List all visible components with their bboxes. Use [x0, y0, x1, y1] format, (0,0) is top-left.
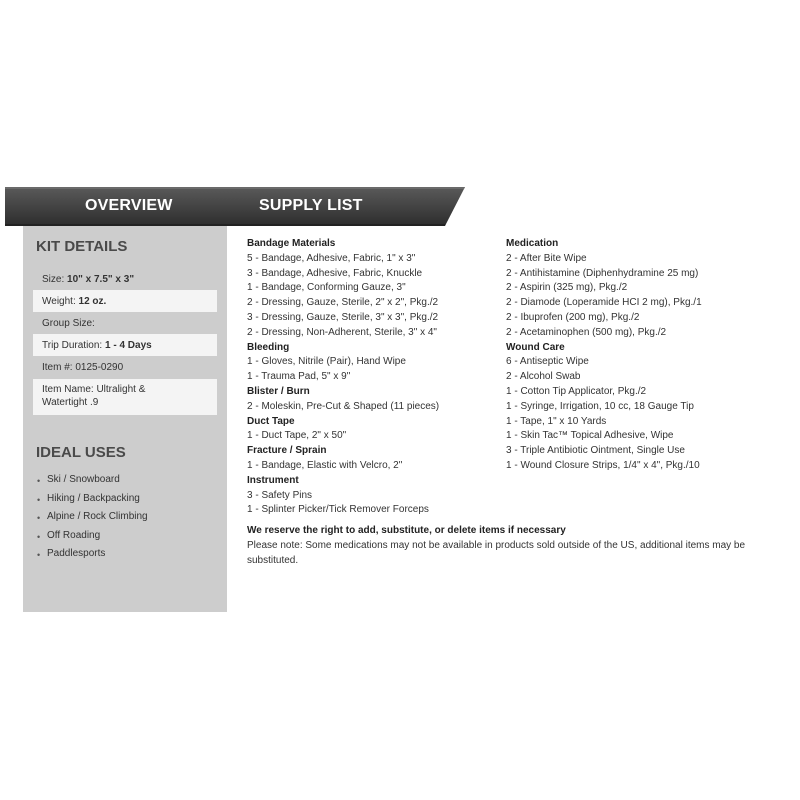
supply-section-heading: Duct Tape [247, 415, 295, 427]
supply-item: 1 - Duct Tape, 2" x 50" [247, 430, 347, 442]
supply-item: 2 - Alcohol Swab [506, 371, 581, 383]
supply-item: 2 - Dressing, Gauze, Sterile, 2" x 2", Pkg./2 [247, 297, 439, 309]
supply-item: 1 - Skin Tac™ Topical Adhesive, Wipe [506, 430, 674, 442]
supply-item: 1 - Tape, 1" x 10 Yards [506, 415, 607, 427]
ideal-uses-heading: IDEAL USES [36, 444, 126, 461]
supply-item: 3 - Dressing, Gauze, Sterile, 3" x 3", Pkg./2 [247, 311, 439, 323]
supply-list-column-1 [247, 237, 497, 518]
supply-item: 1 - Syringe, Irrigation, 10 cc, 18 Gauge Tip [506, 400, 694, 412]
supply-item: 2 - Acetaminophen (500 mg), Pkg./2 [506, 326, 667, 338]
kit-size-value: 10" x 7.5" x 3" [67, 273, 135, 285]
bullet-icon: • [37, 550, 41, 560]
kit-weight-label: Weight: [42, 295, 76, 307]
disclaimer-heading: We reserve the right to add, substitute, or delete items if necessary [247, 525, 566, 536]
kit-weight-row [33, 290, 217, 312]
ideal-use-item: • Ski / Snowboard [37, 474, 120, 486]
supply-item: 5 - Bandage, Adhesive, Fabric, 1" x 3" [247, 252, 416, 264]
ideal-use-item: • Hiking / Backpacking [37, 492, 140, 505]
ideal-use-item: • Alpine / Rock Climbing [37, 511, 148, 523]
kit-item-name-row [33, 379, 217, 415]
supply-item: 1 - Cotton Tip Applicator, Pkg./2 [506, 385, 647, 397]
ideal-uses-list [37, 473, 148, 566]
kit-size-label: Size: [42, 273, 65, 285]
kit-trip-duration-label: Trip Duration: [42, 339, 103, 351]
disclaimer [247, 523, 797, 568]
kit-group-size-label: Group Size: [42, 317, 95, 329]
supply-section-heading: Instrument [247, 474, 299, 486]
supply-list-column-2 [506, 237, 756, 474]
bullet-icon: • [37, 494, 41, 505]
supply-item: 3 - Triple Antibiotic Ointment, Single Use [506, 445, 685, 457]
supply-item: 6 - Antiseptic Wipe [506, 356, 589, 368]
kit-details-heading: KIT DETAILS [36, 238, 128, 255]
kit-item-name-line2: Watertight .9 [42, 397, 99, 408]
supply-item: 2 - Aspirin (325 mg), Pkg./2 [506, 282, 628, 294]
supply-item: 2 - Moleskin, Pre-Cut & Shaped (11 pieces) [247, 400, 440, 412]
supply-item: 2 - Dressing, Non-Adherent, Sterile, 3" x 4" [247, 326, 437, 338]
supply-section-heading: Wound Care [506, 341, 565, 353]
kit-item-number: Item #: 0125-0290 [42, 361, 124, 373]
bullet-icon: • [37, 531, 41, 542]
bullet-icon: • [37, 476, 41, 486]
supply-section-heading: Fracture / Sprain [247, 445, 327, 457]
supply-item: 1 - Bandage, Conforming Gauze, 3" [247, 282, 406, 294]
supply-section-heading: Blister / Burn [247, 385, 310, 397]
kit-size-row [33, 268, 217, 290]
supply-item: 2 - Diamode (Loperamide HCI 2 mg), Pkg./1 [506, 297, 702, 309]
kit-weight-value: 12 oz. [78, 295, 107, 307]
disclaimer-text: Please note: Some medications may not be available in products sold outside of the US, additional items may be substituted. [247, 540, 746, 566]
tab-overview[interactable]: OVERVIEW [85, 197, 173, 214]
kit-item-name-line1: Item Name: Ultralight & [42, 384, 146, 395]
supply-item: 2 - Antihistamine (Diphenhydramine 25 mg) [506, 267, 699, 279]
kit-item-number-row [33, 356, 217, 378]
supply-section-heading: Bleeding [247, 341, 290, 353]
kit-trip-duration-row [33, 334, 217, 356]
ideal-use-item: • Paddlesports [37, 548, 106, 560]
kit-details-sidebar [23, 226, 227, 612]
tab-bar [5, 187, 465, 227]
bullet-icon: • [37, 513, 41, 523]
supply-item: 2 - Ibuprofen (200 mg), Pkg./2 [506, 311, 640, 323]
supply-section-heading: Bandage Materials [247, 238, 336, 249]
supply-item: 1 - Splinter Picker/Tick Remover Forceps [247, 504, 429, 516]
ideal-use-item: • Off Roading [37, 529, 101, 542]
supply-item: 3 - Bandage, Adhesive, Fabric, Knuckle [247, 267, 423, 279]
tab-bar-background [5, 187, 465, 227]
kit-group-size-row [33, 312, 217, 334]
tab-supply-list[interactable]: SUPPLY LIST [259, 197, 363, 214]
supply-item: 1 - Wound Closure Strips, 1/4" x 4", Pkg./10 [506, 459, 700, 471]
kit-trip-duration-value: 1 - 4 Days [105, 339, 152, 351]
supply-item: 1 - Bandage, Elastic with Velcro, 2" [247, 459, 403, 471]
supply-section-heading: Medication [506, 238, 559, 249]
supply-item: 3 - Safety Pins [247, 489, 313, 501]
supply-item: 1 - Trauma Pad, 5" x 9" [247, 371, 351, 383]
supply-item: 1 - Gloves, Nitrile (Pair), Hand Wipe [247, 356, 406, 368]
supply-item: 2 - After Bite Wipe [506, 252, 587, 264]
